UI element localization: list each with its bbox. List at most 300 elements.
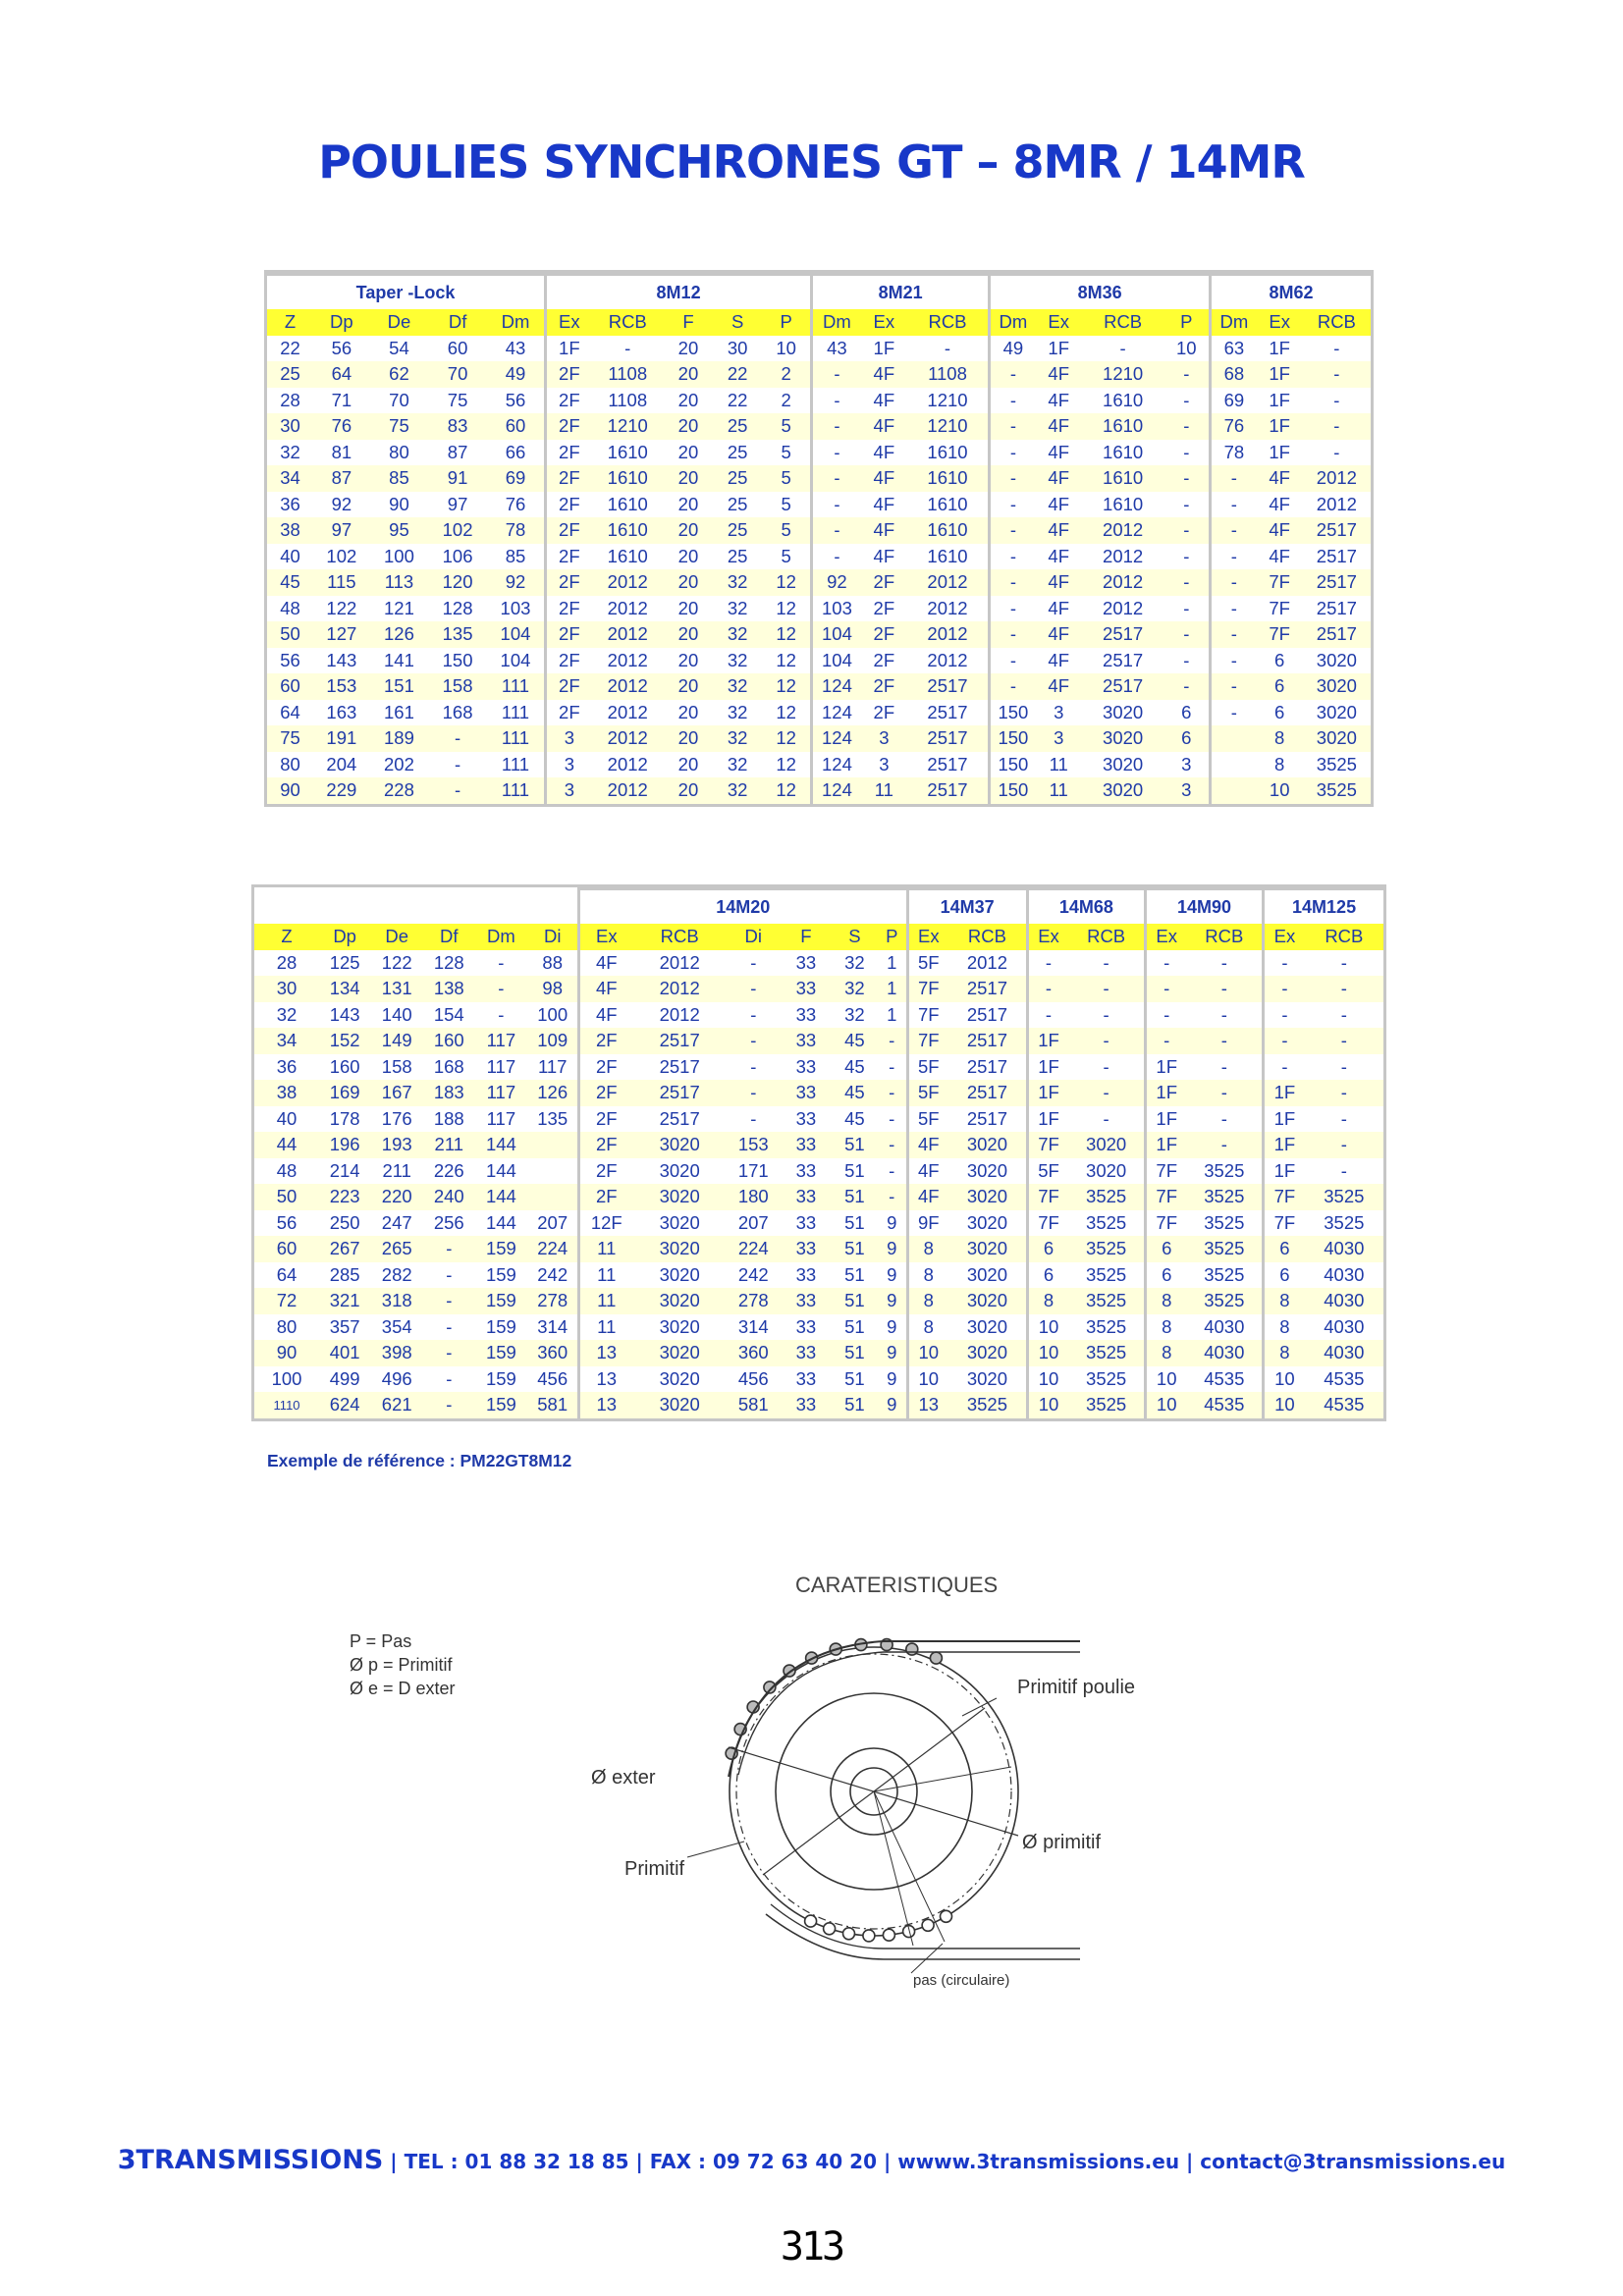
table-cell: -: [1211, 596, 1257, 622]
table-cell: 7F: [1257, 621, 1303, 648]
table-cell: 144: [485, 1211, 516, 1233]
t1-column-header: Dm: [1211, 309, 1257, 336]
table-cell: 44: [254, 1132, 319, 1158]
table-cell: -: [1145, 950, 1186, 977]
table-cell: 4030: [1324, 1315, 1365, 1337]
table-cell: 9: [878, 1236, 907, 1262]
table-cell: 3525: [1086, 1315, 1127, 1337]
table-cell: -: [1103, 1055, 1109, 1077]
table-cell: 2F: [546, 440, 592, 466]
table-cell: -: [1103, 951, 1109, 973]
table-cell: 125: [329, 951, 360, 973]
table-cell: 25: [713, 413, 762, 440]
table-cell: 3020: [659, 1367, 700, 1389]
table-cell: -: [1163, 517, 1210, 544]
table-cell: 2012: [607, 649, 648, 670]
table-cell: -: [812, 361, 861, 388]
label-pas: pas (circulaire): [913, 1972, 1010, 1989]
table-cell: 33: [781, 976, 832, 1002]
table-cell: -: [812, 544, 861, 570]
table-cell: -: [990, 492, 1036, 518]
reference-example: Exemple de référence : PM22GT8M12: [267, 1451, 572, 1470]
table-cell: 7F: [1264, 1210, 1305, 1237]
table-cell: 3525: [948, 1392, 1027, 1418]
table-cell: 10: [1027, 1392, 1068, 1418]
table-cell: -: [1340, 1159, 1347, 1181]
table-cell: 4535: [1324, 1367, 1365, 1389]
table-cell: 168: [442, 701, 473, 722]
table-cell: -: [1163, 465, 1210, 492]
table-cell: 10: [1145, 1366, 1186, 1393]
table-cell: 2012: [592, 569, 664, 596]
table-cell: -: [1027, 950, 1068, 977]
table-cell: 3525: [1204, 1211, 1245, 1233]
table-cell: 13: [579, 1366, 633, 1393]
table-cell: 64: [313, 361, 370, 388]
table-cell: 1610: [927, 545, 968, 566]
table-cell: 2012: [607, 597, 648, 618]
table-cell: 8: [907, 1236, 948, 1262]
belt-tooth: [906, 1643, 918, 1655]
table-cell: 6: [1264, 1262, 1305, 1289]
table-cell: 4F: [1048, 389, 1070, 410]
table-cell: 223: [319, 1184, 370, 1210]
t2-group-header: 14M37: [907, 889, 1027, 925]
table-cell: 28: [276, 951, 298, 973]
table-cell: -: [1303, 361, 1371, 388]
table-cell: -: [474, 976, 527, 1002]
table-cell: 2F: [546, 465, 592, 492]
table-cell: 6: [1274, 649, 1285, 670]
table-cell: 10: [1145, 1392, 1186, 1418]
table-cell: 1F: [1269, 337, 1290, 358]
table-cell: 2F: [546, 517, 592, 544]
table-cell: 2517: [1082, 621, 1164, 648]
table-cell: 113: [370, 569, 429, 596]
pulley-diagram: [334, 1551, 1136, 2012]
table-cell: 4030: [1305, 1340, 1383, 1366]
t1-column-header: RCB: [592, 309, 664, 336]
table-cell: 69: [1211, 388, 1257, 414]
table-cell: 360: [727, 1340, 781, 1366]
table-cell: 9: [887, 1315, 897, 1337]
table-cell: 4F: [1036, 413, 1082, 440]
table-cell: 5F: [907, 1054, 948, 1081]
table-cell: 2F: [546, 388, 592, 414]
table-cell: 33: [781, 1236, 832, 1262]
table-cell: 11: [579, 1236, 633, 1262]
table-cell: 20: [677, 753, 699, 774]
t1-column-header: Ex: [861, 309, 907, 336]
table-cell: 3020: [1316, 649, 1357, 670]
table-cell: -: [1333, 441, 1340, 462]
table-cell: 3: [1036, 725, 1082, 752]
table-cell: 3020: [966, 1315, 1007, 1337]
table-cell: 9: [878, 1288, 907, 1314]
t1-column-header: Ex: [1257, 309, 1303, 336]
table-cell: 4535: [1305, 1392, 1383, 1418]
table-cell: 32: [713, 673, 762, 700]
table-cell: -: [750, 1107, 757, 1129]
table-cell: -: [1183, 493, 1190, 514]
table-cell: -: [944, 337, 951, 358]
table-cell: 97: [447, 493, 468, 514]
table-cell: 1F: [1027, 1106, 1068, 1133]
table-cell: 32: [713, 725, 762, 752]
table-cell: 1610: [1103, 441, 1144, 462]
table-cell: 120: [428, 569, 487, 596]
table-cell: 100: [537, 1003, 568, 1025]
table-cell: 159: [485, 1367, 516, 1389]
table-cell: 45: [844, 1107, 865, 1129]
table-cell: 3020: [1082, 777, 1164, 804]
table-cell: 1610: [927, 441, 968, 462]
table-cell: 150: [990, 700, 1036, 726]
table-cell: 103: [812, 596, 861, 622]
table-cell: 2012: [927, 597, 968, 618]
table-cell: 1F: [1264, 1158, 1305, 1185]
footer-brand: 3TRANSMISSIONS: [117, 2145, 384, 2175]
table-cell: -: [990, 440, 1036, 466]
table-cell: 32: [844, 1003, 865, 1025]
table-cell: 3525: [1086, 1263, 1127, 1285]
table-cell: 4030: [1204, 1315, 1245, 1337]
table-cell: 78: [1211, 440, 1257, 466]
table-cell: 3525: [1204, 1159, 1245, 1181]
table-row: [254, 976, 1383, 1002]
table-cell: 1610: [1082, 413, 1164, 440]
table-cell: 11: [1036, 777, 1082, 804]
table-cell: 3: [879, 753, 890, 774]
table-cell: 7F: [1269, 597, 1290, 618]
table-cell: -: [1220, 951, 1227, 973]
table-row: [254, 1002, 1383, 1029]
table-cell: 143: [326, 649, 357, 670]
table-row: [254, 1184, 1383, 1210]
table-cell: 51: [832, 1288, 878, 1314]
table-cell: 2F: [546, 700, 592, 726]
table-cell: -: [1303, 413, 1371, 440]
table-cell: 278: [527, 1288, 578, 1314]
table-cell: 220: [370, 1184, 423, 1210]
table-cell: 134: [319, 976, 370, 1002]
table-cell: 1210: [927, 389, 968, 410]
table-cell: 33: [795, 951, 817, 973]
table-cell: [1211, 777, 1257, 804]
table-cell: 104: [812, 648, 861, 674]
table-cell: 1F: [1145, 1106, 1186, 1133]
table-cell: 3: [1163, 777, 1210, 804]
legend-pas: P = Pas: [350, 1631, 412, 1651]
table-cell: 2012: [592, 725, 664, 752]
table-cell: -: [812, 465, 861, 492]
table-cell: 2517: [1303, 517, 1371, 544]
table-cell: 1: [878, 976, 907, 1002]
table-cell: 1610: [592, 517, 664, 544]
table-cell: 282: [381, 1263, 412, 1285]
table-cell: 314: [537, 1315, 568, 1337]
table-cell: 30: [727, 337, 748, 358]
footer: [0, 2145, 1623, 2175]
table-cell: 45: [832, 1080, 878, 1106]
table-cell: -: [750, 1055, 757, 1077]
table-cell: -: [750, 951, 757, 973]
table-cell: -: [1340, 1055, 1347, 1077]
table-cell: 9: [887, 1211, 897, 1233]
table-cell: 321: [319, 1288, 370, 1314]
diagram-title: CARATERISTIQUES: [795, 1573, 999, 1597]
table-cell: 2012: [1303, 465, 1371, 492]
table-cell: 6: [1145, 1262, 1186, 1289]
table-row: [267, 621, 1371, 648]
table-cell: 3525: [1305, 1184, 1383, 1210]
table-cell: -: [498, 951, 505, 973]
table-cell: 20: [664, 673, 713, 700]
t2-column-header: Ex: [579, 924, 633, 950]
table-cell: -: [727, 1080, 781, 1106]
table-row: [254, 1080, 1383, 1106]
table-cell: -: [990, 648, 1036, 674]
table-cell: 4F: [1036, 673, 1082, 700]
table-cell: 32: [832, 976, 878, 1002]
table-cell: 2F: [579, 1080, 633, 1106]
table-cell: 33: [781, 1288, 832, 1314]
table-cell: 22: [727, 389, 748, 410]
table-cell: -: [1220, 1055, 1227, 1077]
table-cell: 360: [527, 1340, 578, 1366]
table-cell: [1211, 752, 1257, 778]
t1-column-header: RCB: [1082, 309, 1164, 336]
table-cell: -: [423, 1288, 474, 1314]
table-cell: -: [423, 1392, 474, 1418]
table-cell: 2F: [579, 1158, 633, 1185]
table-cell: 2F: [546, 648, 592, 674]
table-cell: 13: [579, 1340, 633, 1366]
table-cell: -: [455, 753, 461, 774]
table-cell: 226: [433, 1159, 464, 1181]
table-cell: -: [1211, 569, 1257, 596]
table-cell: 2F: [579, 1054, 633, 1081]
pulley-groove: [805, 1915, 817, 1927]
table-cell: 3020: [633, 1132, 727, 1158]
table-cell: 256: [433, 1211, 464, 1233]
table-cell: -: [1163, 673, 1210, 700]
pulley-groove: [941, 1910, 952, 1922]
table-cell: 45: [832, 1028, 878, 1054]
table-cell: 72: [254, 1288, 319, 1314]
table-cell: 1F: [546, 336, 592, 362]
table-row: [254, 1054, 1383, 1081]
table-cell: 36: [276, 1055, 298, 1077]
table-cell: 1210: [592, 413, 664, 440]
table-cell: 2F: [579, 1132, 633, 1158]
table-cell: 211: [423, 1132, 474, 1158]
table-cell: 126: [370, 621, 429, 648]
table-cell: -: [1264, 1002, 1305, 1029]
table-cell: -: [1220, 1003, 1227, 1025]
table-cell: 4F: [1036, 465, 1082, 492]
table-cell: 9: [887, 1263, 897, 1285]
table-cell: 2F: [579, 1028, 633, 1054]
table-8mr: [267, 273, 1371, 804]
table-cell: 56: [331, 337, 352, 358]
table-cell: -: [1340, 1003, 1347, 1025]
table-cell: 7F: [907, 1002, 948, 1029]
table-cell: 63: [1211, 336, 1257, 362]
table-cell: 33: [781, 1392, 832, 1418]
table-cell: 13: [579, 1392, 633, 1418]
table-cell: 51: [844, 1211, 865, 1233]
table-cell: 167: [370, 1080, 423, 1106]
table-cell: 32: [713, 569, 762, 596]
table-cell: 1610: [1103, 389, 1144, 410]
table-row: [267, 569, 1371, 596]
table-cell: -: [423, 1236, 474, 1262]
table-cell: 4F: [1269, 545, 1290, 566]
table-cell: 178: [329, 1107, 360, 1129]
t1-column-header: Dm: [990, 309, 1036, 336]
t1-group-header: Taper -Lock: [267, 275, 546, 310]
table-cell: -: [624, 337, 631, 358]
table-cell: -: [428, 725, 487, 752]
table-row: [267, 673, 1371, 700]
table-cell: 6: [1163, 725, 1210, 752]
table-cell: 4F: [1257, 517, 1303, 544]
table-row: [267, 544, 1371, 570]
table-row: [267, 388, 1371, 414]
table-cell: 2517: [966, 1107, 1007, 1129]
table-cell: 3525: [1068, 1340, 1145, 1366]
table-cell: 158: [381, 1055, 412, 1077]
table-cell: 160: [423, 1028, 474, 1054]
table-cell: 2517: [633, 1080, 727, 1106]
table-cell: 4030: [1305, 1288, 1383, 1314]
table-cell: 4F: [873, 441, 895, 462]
table-cell: 3020: [633, 1184, 727, 1210]
table-cell: 60: [447, 337, 468, 358]
table-cell: 3525: [1068, 1184, 1145, 1210]
table-cell: 32: [844, 951, 865, 973]
table-cell: 4F: [861, 413, 907, 440]
table-cell: 121: [384, 597, 414, 618]
table-cell: [527, 1132, 578, 1158]
table-cell: -: [1211, 492, 1257, 518]
pulley-groove: [843, 1928, 855, 1940]
t1-column-header: Z: [267, 309, 313, 336]
table-cell: 49: [487, 361, 546, 388]
table-row: [254, 1158, 1383, 1185]
table-cell: 25: [727, 441, 748, 462]
table-row: [254, 950, 1383, 977]
table-cell: 38: [254, 1080, 319, 1106]
table-cell: 122: [381, 951, 412, 973]
table-cell: 20: [664, 777, 713, 804]
table-cell: 240: [423, 1184, 474, 1210]
table-cell: -: [1211, 465, 1257, 492]
table-cell: 10: [1257, 777, 1303, 804]
table-cell: 71: [331, 389, 352, 410]
table-cell: 1610: [1082, 465, 1164, 492]
table-14mr: [254, 887, 1383, 1418]
table-cell: -: [1340, 1107, 1347, 1129]
table-cell: 4F: [1036, 517, 1082, 544]
table-cell: 2012: [907, 621, 990, 648]
table-cell: 32: [727, 701, 748, 722]
table-cell: -: [889, 1055, 895, 1077]
table-cell: 2F: [546, 361, 592, 388]
table-cell: 1610: [907, 517, 990, 544]
table-cell: -: [1211, 544, 1257, 570]
table-cell: -: [1264, 1054, 1305, 1081]
table-cell: -: [878, 1184, 907, 1210]
table-cell: -: [1183, 545, 1190, 566]
table-cell: 4030: [1305, 1236, 1383, 1262]
table-cell: 10: [907, 1340, 948, 1366]
table-cell: 10: [776, 337, 796, 358]
table-cell: 56: [280, 649, 300, 670]
table-row: [267, 752, 1371, 778]
table-cell: 1F: [1264, 1106, 1305, 1133]
table-cell: 1F: [1269, 389, 1290, 410]
table-cell: 3020: [633, 1340, 727, 1366]
table-cell: 2012: [592, 673, 664, 700]
table-cell: 9: [878, 1392, 907, 1418]
table-cell: 154: [433, 1003, 464, 1025]
table-cell: 161: [384, 701, 414, 722]
table-cell: 51: [844, 1159, 865, 1181]
t2-column-header: S: [832, 924, 878, 950]
table-cell: 12: [776, 649, 796, 670]
t2-column-header: P: [878, 924, 907, 950]
table-cell: 2517: [948, 1028, 1027, 1054]
table-cell: -: [1183, 389, 1190, 410]
table-cell: -: [1305, 1080, 1383, 1106]
table-cell: 3020: [1086, 1159, 1127, 1181]
table-cell: 45: [844, 1055, 865, 1077]
table-cell: 4535: [1187, 1392, 1264, 1418]
table-cell: 33: [795, 1003, 817, 1025]
table-cell: 20: [677, 701, 699, 722]
table-cell: 76: [313, 413, 370, 440]
table-cell: 141: [384, 649, 414, 670]
table-cell: 33: [781, 1080, 832, 1106]
table-cell: 4030: [1187, 1340, 1264, 1366]
table-cell: 36: [280, 493, 300, 514]
table-cell: 4F: [1257, 465, 1303, 492]
table-cell: 7F: [1027, 1184, 1068, 1210]
table-cell: 144: [485, 1159, 516, 1181]
t2-group-header: 14M90: [1145, 889, 1263, 925]
table-cell: 78: [487, 517, 546, 544]
table-cell: 3020: [948, 1340, 1027, 1366]
table-cell: 3020: [966, 1159, 1007, 1181]
table-cell: 51: [832, 1340, 878, 1366]
table-cell: 28: [280, 389, 300, 410]
table-cell: 456: [537, 1367, 568, 1389]
table-cell: -: [446, 1367, 453, 1389]
table-cell: 2517: [659, 1055, 700, 1077]
table-cell: 4F: [579, 950, 633, 977]
table-cell: 104: [487, 621, 546, 648]
table-cell: 8: [1145, 1288, 1186, 1314]
table-cell: 5: [762, 517, 811, 544]
table-cell: 62: [370, 361, 429, 388]
table-cell: 33: [781, 1340, 832, 1366]
table-cell: 1108: [592, 361, 664, 388]
table-cell: -: [1068, 976, 1145, 1002]
pulley-groove: [922, 1919, 934, 1931]
t1-group-header: 8M21: [812, 275, 990, 310]
